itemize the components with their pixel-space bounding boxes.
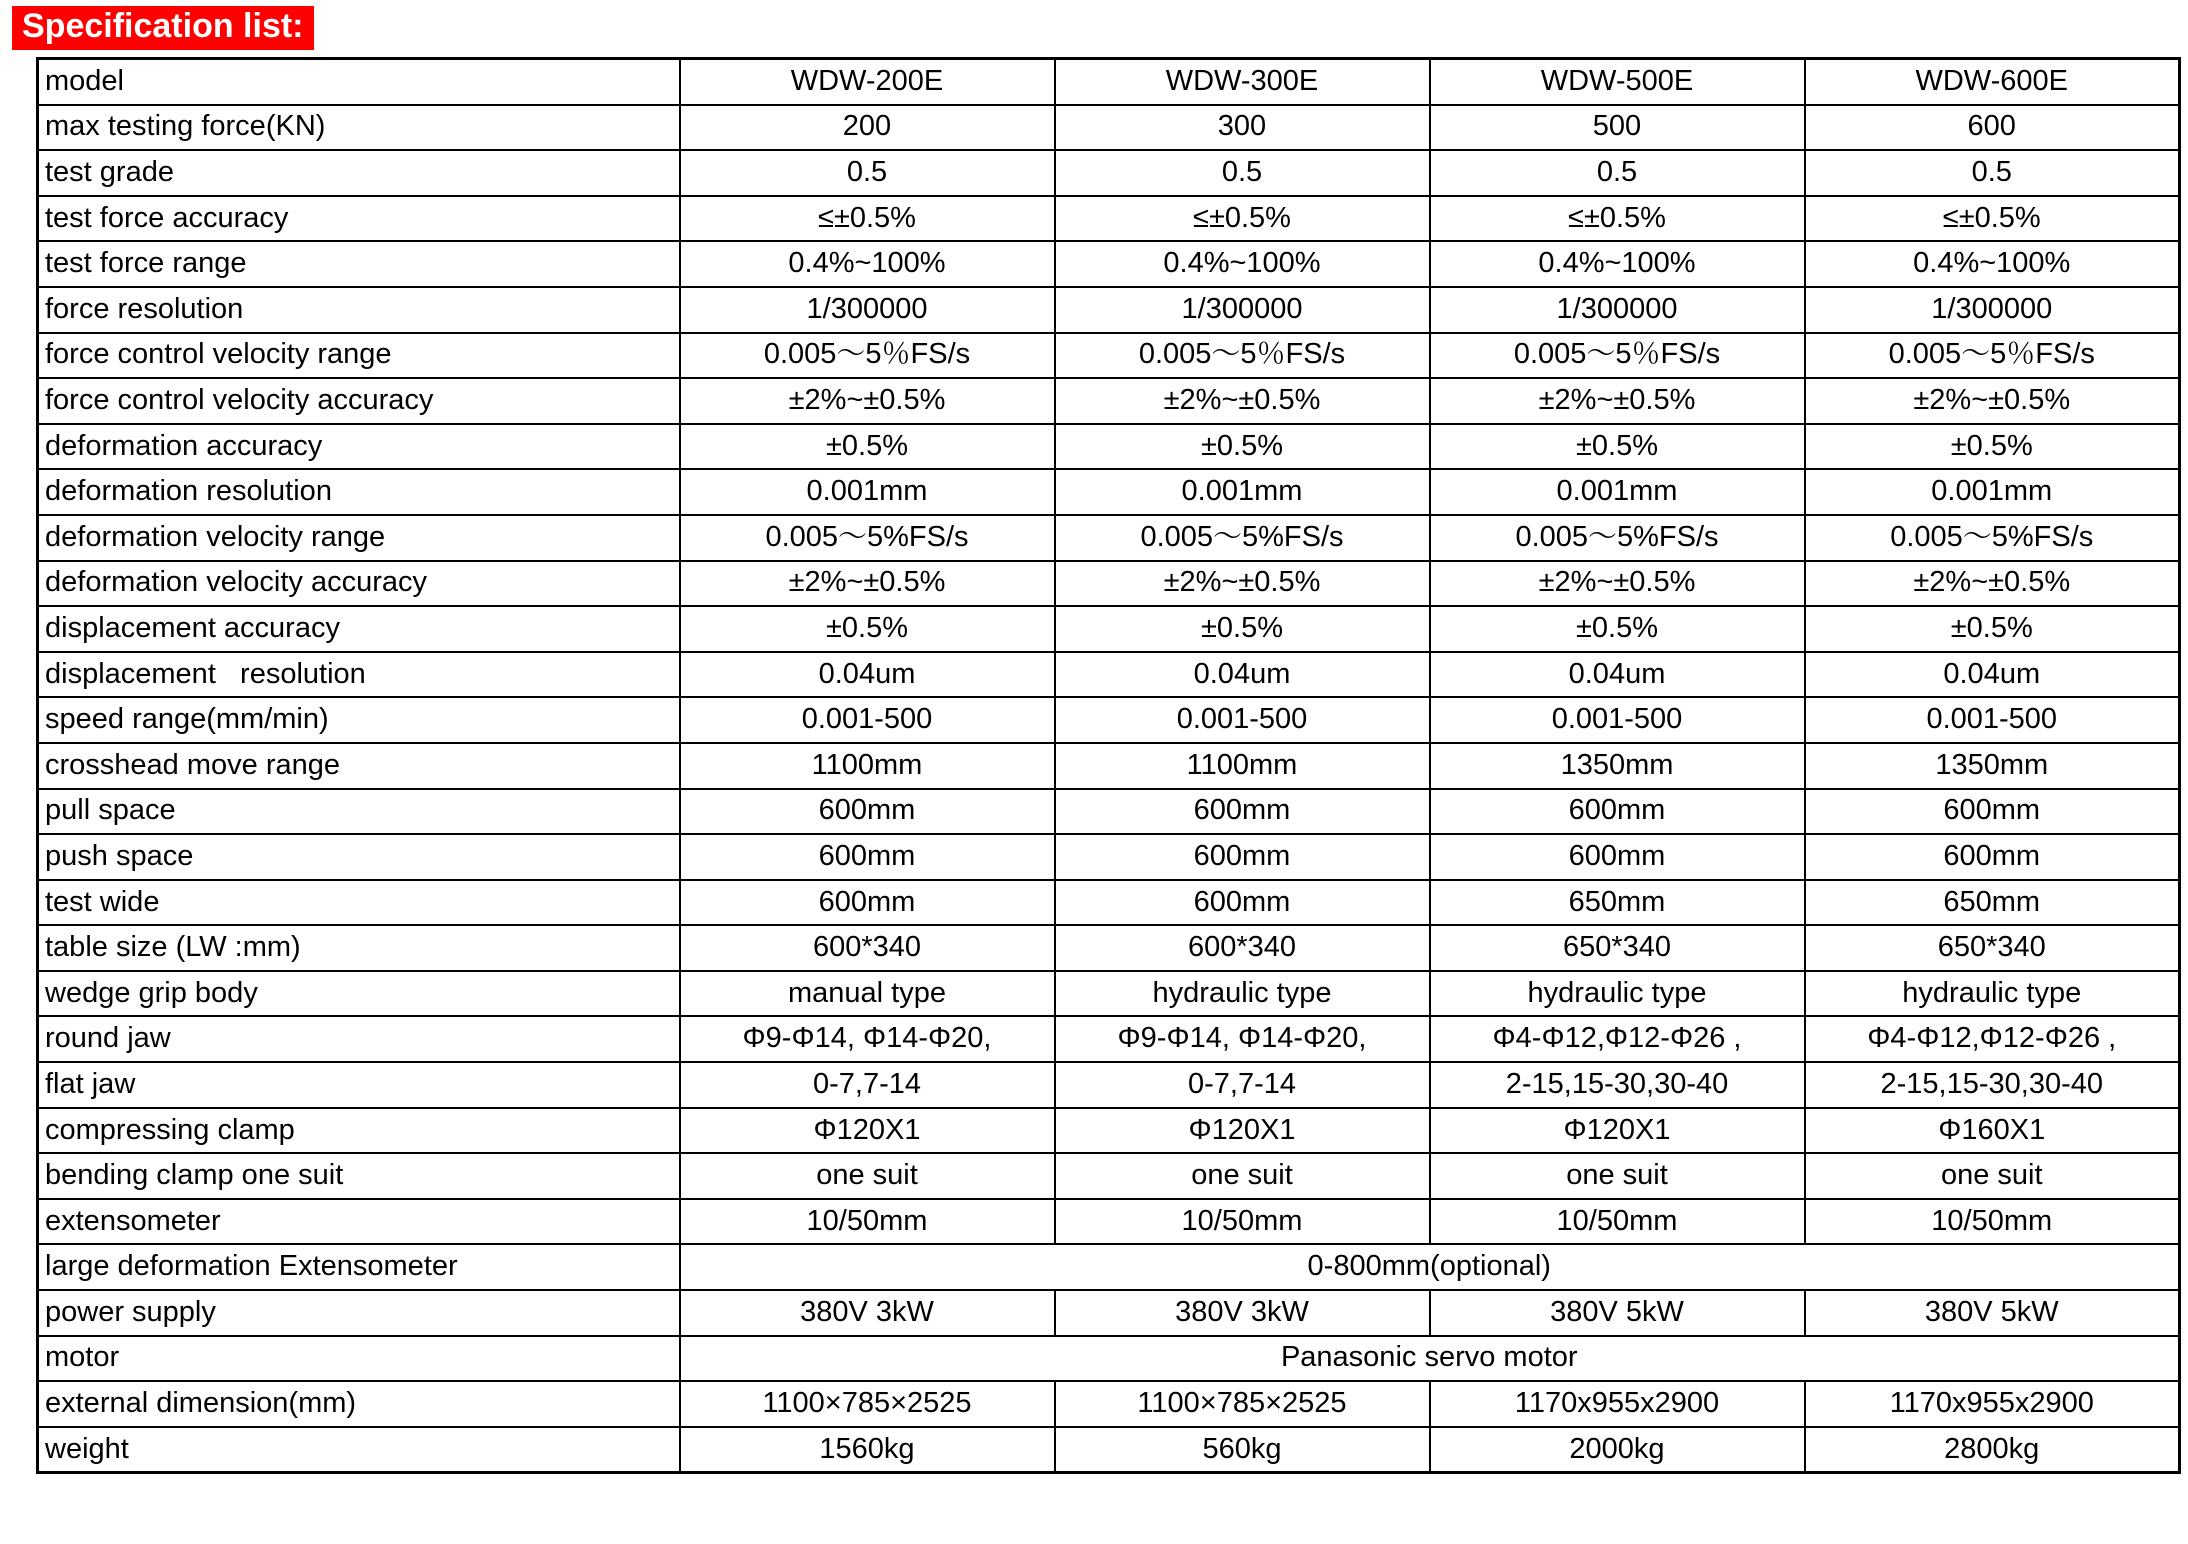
spec-row-label: crosshead move range bbox=[38, 743, 680, 789]
spec-value-cell: 1/300000 bbox=[680, 287, 1055, 333]
spec-value-cell: 0.001mm bbox=[680, 469, 1055, 515]
spec-value-cell: 600mm bbox=[680, 834, 1055, 880]
spec-value-cell: ±0.5% bbox=[1055, 424, 1430, 470]
spec-value-cell: 0.04um bbox=[680, 652, 1055, 698]
spec-row-label: deformation accuracy bbox=[38, 424, 680, 470]
spec-value-cell: 10/50mm bbox=[680, 1199, 1055, 1245]
spec-row-label: motor bbox=[38, 1336, 680, 1382]
spec-value-cell: ±2%~±0.5% bbox=[1055, 561, 1430, 607]
spec-value-cell: one suit bbox=[1430, 1153, 1805, 1199]
spec-value-cell: 0.5 bbox=[1430, 150, 1805, 196]
table-row bbox=[38, 424, 2180, 470]
spec-value-cell: 1/300000 bbox=[1055, 287, 1430, 333]
table-row bbox=[38, 697, 2180, 743]
table-row bbox=[38, 378, 2180, 424]
spec-value-cell: 600mm bbox=[1055, 834, 1430, 880]
spec-value-cell: 0.4%~100% bbox=[680, 241, 1055, 287]
table-row bbox=[38, 287, 2180, 333]
table-row bbox=[38, 1199, 2180, 1245]
spec-value-cell: 380V 5kW bbox=[1805, 1290, 2180, 1336]
spec-value-cell: 380V 3kW bbox=[1055, 1290, 1430, 1336]
spec-value-cell: ±2%~±0.5% bbox=[1805, 561, 2180, 607]
spec-value-cell: 2800kg bbox=[1805, 1427, 2180, 1473]
spec-value-cell: 0.001mm bbox=[1805, 469, 2180, 515]
spec-row-label: deformation velocity accuracy bbox=[38, 561, 680, 607]
table-row bbox=[38, 105, 2180, 151]
spec-value-cell: 600mm bbox=[1805, 834, 2180, 880]
spec-value-cell: 1350mm bbox=[1430, 743, 1805, 789]
spec-value-cell: 1100mm bbox=[1055, 743, 1430, 789]
spec-value-cell: hydraulic type bbox=[1055, 971, 1430, 1017]
spec-value-cell: 0.005～5%FS/s bbox=[680, 515, 1055, 561]
spec-value-cell: 0.04um bbox=[1430, 652, 1805, 698]
spec-value-cell: 200 bbox=[680, 105, 1055, 151]
table-row bbox=[38, 1153, 2180, 1199]
spec-span-value: 0-800mm(optional) bbox=[680, 1244, 2180, 1290]
spec-row-label: force resolution bbox=[38, 287, 680, 333]
specification-table-body bbox=[38, 59, 2180, 1473]
spec-row-label: max testing force(KN) bbox=[38, 105, 680, 151]
spec-value-cell: 0.5 bbox=[1805, 150, 2180, 196]
table-row bbox=[38, 1290, 2180, 1336]
page-title: Specification list: bbox=[12, 6, 314, 50]
spec-row-label: wedge grip body bbox=[38, 971, 680, 1017]
spec-value-cell: 0.4%~100% bbox=[1055, 241, 1430, 287]
spec-row-label: displacement resolution bbox=[38, 652, 680, 698]
spec-value-cell: 600mm bbox=[1430, 834, 1805, 880]
spec-value-cell: 10/50mm bbox=[1805, 1199, 2180, 1245]
spec-row-label: force control velocity accuracy bbox=[38, 378, 680, 424]
spec-row-label: external dimension(mm) bbox=[38, 1381, 680, 1427]
spec-value-cell: 600mm bbox=[680, 880, 1055, 926]
spec-value-cell: ±2%~±0.5% bbox=[680, 561, 1055, 607]
spec-value-cell: 2-15,15-30,30-40 bbox=[1805, 1062, 2180, 1108]
spec-value-cell: 600mm bbox=[1805, 789, 2180, 835]
spec-value-cell: ≤±0.5% bbox=[1430, 196, 1805, 242]
spec-value-cell: 0.5 bbox=[1055, 150, 1430, 196]
spec-value-cell: 600 bbox=[1805, 105, 2180, 151]
spec-value-cell: WDW-500E bbox=[1430, 59, 1805, 105]
spec-value-cell: 0.005～5％FS/s bbox=[1055, 333, 1430, 379]
spec-value-cell: 2-15,15-30,30-40 bbox=[1430, 1062, 1805, 1108]
table-row bbox=[38, 196, 2180, 242]
spec-value-cell: ±2%~±0.5% bbox=[1805, 378, 2180, 424]
spec-value-cell: 0.5 bbox=[680, 150, 1055, 196]
spec-value-cell: 0.4%~100% bbox=[1430, 241, 1805, 287]
spec-row-label: deformation resolution bbox=[38, 469, 680, 515]
table-row bbox=[38, 925, 2180, 971]
spec-value-cell: 0.001-500 bbox=[680, 697, 1055, 743]
spec-row-label: compressing clamp bbox=[38, 1108, 680, 1154]
spec-value-cell: one suit bbox=[1805, 1153, 2180, 1199]
specification-table bbox=[36, 57, 2181, 1474]
table-row bbox=[38, 1016, 2180, 1062]
spec-row-label: model bbox=[38, 59, 680, 105]
spec-value-cell: 0.005～5％FS/s bbox=[1805, 333, 2180, 379]
spec-value-cell: 0.4%~100% bbox=[1805, 241, 2180, 287]
spec-value-cell: 650*340 bbox=[1805, 925, 2180, 971]
spec-value-cell: 1560kg bbox=[680, 1427, 1055, 1473]
spec-row-label: weight bbox=[38, 1427, 680, 1473]
spec-value-cell: 380V 3kW bbox=[680, 1290, 1055, 1336]
spec-row-label: speed range(mm/min) bbox=[38, 697, 680, 743]
table-row bbox=[38, 1062, 2180, 1108]
spec-value-cell: 0.04um bbox=[1055, 652, 1430, 698]
spec-row-label: round jaw bbox=[38, 1016, 680, 1062]
spec-row-label: test force range bbox=[38, 241, 680, 287]
spec-row-label: displacement accuracy bbox=[38, 606, 680, 652]
spec-value-cell: ±0.5% bbox=[1430, 606, 1805, 652]
spec-value-cell: 0.001-500 bbox=[1805, 697, 2180, 743]
spec-value-cell: ±0.5% bbox=[1055, 606, 1430, 652]
spec-value-cell: 0.005～5%FS/s bbox=[1055, 515, 1430, 561]
spec-value-cell: 1100×785×2525 bbox=[1055, 1381, 1430, 1427]
table-row bbox=[38, 834, 2180, 880]
spec-value-cell: ≤±0.5% bbox=[1055, 196, 1430, 242]
spec-value-cell: ±0.5% bbox=[680, 606, 1055, 652]
spec-value-cell: 0.001-500 bbox=[1055, 697, 1430, 743]
spec-value-cell: WDW-600E bbox=[1805, 59, 2180, 105]
spec-value-cell: 0.001mm bbox=[1430, 469, 1805, 515]
table-row bbox=[38, 515, 2180, 561]
spec-value-cell: Φ4-Φ12,Φ12-Φ26 , bbox=[1805, 1016, 2180, 1062]
spec-value-cell: 560kg bbox=[1055, 1427, 1430, 1473]
spec-row-label: bending clamp one suit bbox=[38, 1153, 680, 1199]
table-row bbox=[38, 333, 2180, 379]
spec-value-cell: 1350mm bbox=[1805, 743, 2180, 789]
spec-value-cell: 0.005～5%FS/s bbox=[1430, 515, 1805, 561]
spec-value-cell: Φ120X1 bbox=[680, 1108, 1055, 1154]
spec-value-cell: 1100mm bbox=[680, 743, 1055, 789]
spec-row-label: deformation velocity range bbox=[38, 515, 680, 561]
spec-row-label: force control velocity range bbox=[38, 333, 680, 379]
spec-value-cell: 0.005～5％FS/s bbox=[680, 333, 1055, 379]
spec-value-cell: 600mm bbox=[1430, 789, 1805, 835]
table-row bbox=[38, 241, 2180, 287]
table-row bbox=[38, 150, 2180, 196]
spec-value-cell: 600*340 bbox=[1055, 925, 1430, 971]
spec-value-cell: 650mm bbox=[1805, 880, 2180, 926]
spec-value-cell: 600mm bbox=[1055, 880, 1430, 926]
spec-value-cell: one suit bbox=[1055, 1153, 1430, 1199]
spec-value-cell: hydraulic type bbox=[1805, 971, 2180, 1017]
spec-value-cell: 10/50mm bbox=[1430, 1199, 1805, 1245]
spec-value-cell: ±2%~±0.5% bbox=[1055, 378, 1430, 424]
spec-value-cell: 380V 5kW bbox=[1430, 1290, 1805, 1336]
spec-value-cell: 0.005～5%FS/s bbox=[1805, 515, 2180, 561]
spec-value-cell: 1170x955x2900 bbox=[1430, 1381, 1805, 1427]
spec-value-cell: ≤±0.5% bbox=[1805, 196, 2180, 242]
spec-value-cell: Φ120X1 bbox=[1430, 1108, 1805, 1154]
spec-value-cell: ±0.5% bbox=[1805, 424, 2180, 470]
spec-value-cell: 0-7,7-14 bbox=[1055, 1062, 1430, 1108]
spec-value-cell: Φ4-Φ12,Φ12-Φ26 , bbox=[1430, 1016, 1805, 1062]
spec-value-cell: 10/50mm bbox=[1055, 1199, 1430, 1245]
spec-value-cell: 1/300000 bbox=[1805, 287, 2180, 333]
spec-value-cell: 2000kg bbox=[1430, 1427, 1805, 1473]
spec-value-cell: WDW-300E bbox=[1055, 59, 1430, 105]
table-row bbox=[38, 971, 2180, 1017]
table-row bbox=[38, 59, 2180, 105]
spec-value-cell: 1/300000 bbox=[1430, 287, 1805, 333]
spec-row-label: table size (LW :mm) bbox=[38, 925, 680, 971]
table-row bbox=[38, 1336, 2180, 1382]
table-row bbox=[38, 561, 2180, 607]
spec-value-cell: WDW-200E bbox=[680, 59, 1055, 105]
spec-value-cell: ±2%~±0.5% bbox=[1430, 378, 1805, 424]
spec-value-cell: Φ120X1 bbox=[1055, 1108, 1430, 1154]
spec-row-label: flat jaw bbox=[38, 1062, 680, 1108]
spec-value-cell: 0-7,7-14 bbox=[680, 1062, 1055, 1108]
spec-value-cell: ≤±0.5% bbox=[680, 196, 1055, 242]
table-row bbox=[38, 1108, 2180, 1154]
spec-value-cell: 0.04um bbox=[1805, 652, 2180, 698]
spec-value-cell: 600*340 bbox=[680, 925, 1055, 971]
spec-row-label: test wide bbox=[38, 880, 680, 926]
table-row bbox=[38, 652, 2180, 698]
spec-value-cell: manual type bbox=[680, 971, 1055, 1017]
spec-value-cell: Φ9-Φ14, Φ14-Φ20, bbox=[1055, 1016, 1430, 1062]
table-row bbox=[38, 880, 2180, 926]
spec-value-cell: ±0.5% bbox=[680, 424, 1055, 470]
spec-value-cell: ±2%~±0.5% bbox=[680, 378, 1055, 424]
table-row bbox=[38, 789, 2180, 835]
spec-value-cell: 650mm bbox=[1430, 880, 1805, 926]
table-row bbox=[38, 469, 2180, 515]
table-row bbox=[38, 743, 2180, 789]
table-row bbox=[38, 1244, 2180, 1290]
spec-value-cell: 0.001-500 bbox=[1430, 697, 1805, 743]
spec-row-label: test grade bbox=[38, 150, 680, 196]
spec-value-cell: Φ9-Φ14, Φ14-Φ20, bbox=[680, 1016, 1055, 1062]
spec-value-cell: 0.001mm bbox=[1055, 469, 1430, 515]
table-row bbox=[38, 1381, 2180, 1427]
spec-value-cell: one suit bbox=[680, 1153, 1055, 1199]
spec-value-cell: ±0.5% bbox=[1805, 606, 2180, 652]
spec-row-label: push space bbox=[38, 834, 680, 880]
spec-value-cell: 600mm bbox=[1055, 789, 1430, 835]
spec-value-cell: 650*340 bbox=[1430, 925, 1805, 971]
spec-value-cell: 1170x955x2900 bbox=[1805, 1381, 2180, 1427]
spec-value-cell: Φ160X1 bbox=[1805, 1108, 2180, 1154]
spec-value-cell: 600mm bbox=[680, 789, 1055, 835]
spec-span-value: Panasonic servo motor bbox=[680, 1336, 2180, 1382]
spec-value-cell: ±2%~±0.5% bbox=[1430, 561, 1805, 607]
spec-row-label: large deformation Extensometer bbox=[38, 1244, 680, 1290]
spec-value-cell: 1100×785×2525 bbox=[680, 1381, 1055, 1427]
spec-row-label: power supply bbox=[38, 1290, 680, 1336]
spec-row-label: extensometer bbox=[38, 1199, 680, 1245]
table-row bbox=[38, 1427, 2180, 1473]
spec-value-cell: 300 bbox=[1055, 105, 1430, 151]
spec-row-label: pull space bbox=[38, 789, 680, 835]
spec-value-cell: 0.005～5％FS/s bbox=[1430, 333, 1805, 379]
table-row bbox=[38, 606, 2180, 652]
spec-value-cell: hydraulic type bbox=[1430, 971, 1805, 1017]
spec-value-cell: 500 bbox=[1430, 105, 1805, 151]
spec-value-cell: ±0.5% bbox=[1430, 424, 1805, 470]
spec-row-label: test force accuracy bbox=[38, 196, 680, 242]
